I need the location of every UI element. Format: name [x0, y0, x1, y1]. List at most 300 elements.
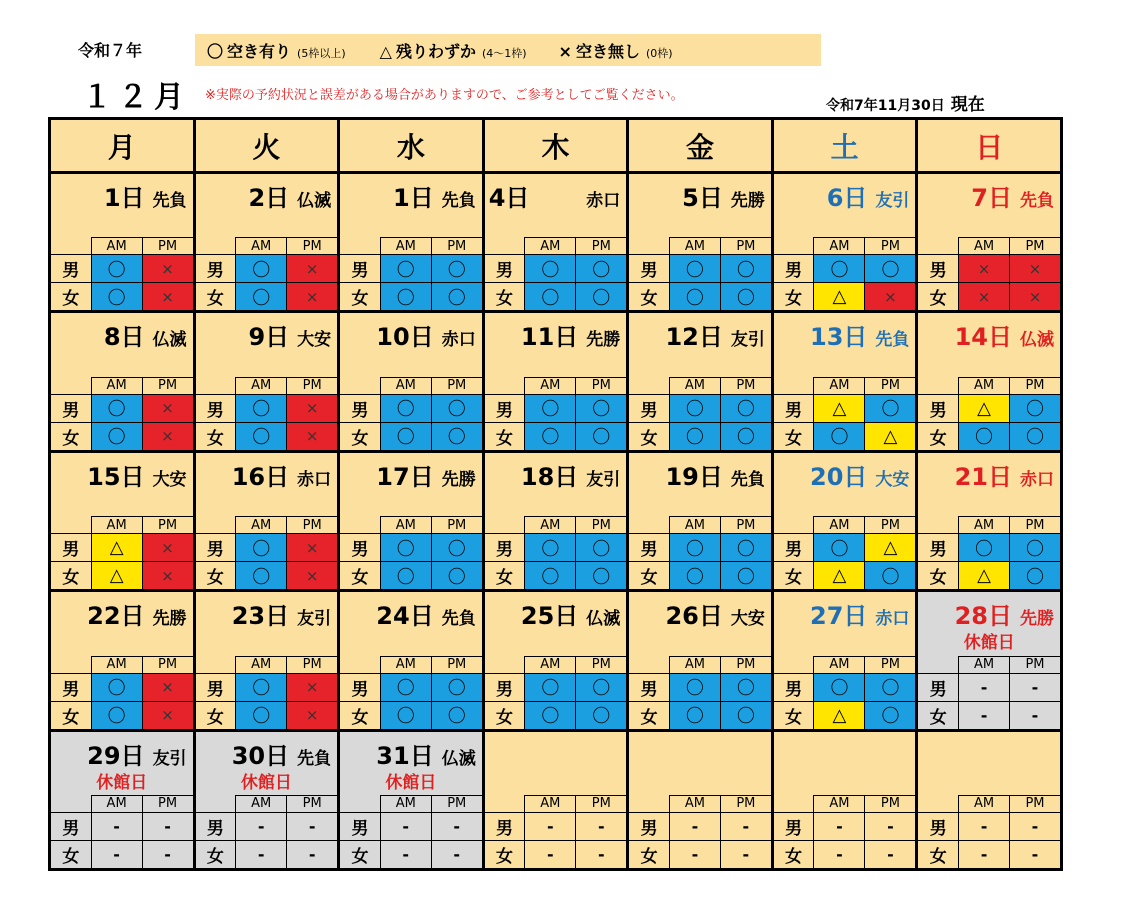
- pm-label: PM: [720, 795, 771, 812]
- am-label: AM: [235, 377, 286, 394]
- day-cell-header: [918, 174, 1060, 237]
- male-am-status: 〇: [813, 254, 864, 282]
- slot-grid: [51, 377, 193, 450]
- pm-label: PM: [1009, 516, 1060, 533]
- female-pm-status: ×: [286, 701, 337, 729]
- rokuyo-label: 先負: [441, 191, 476, 211]
- am-label: AM: [91, 516, 142, 533]
- female-label: 女: [629, 840, 669, 868]
- female-am-status: 〇: [524, 701, 575, 729]
- era-year: 令和７年: [78, 41, 143, 60]
- day-cell: [629, 313, 771, 449]
- day-date: [104, 317, 187, 352]
- pm-label: PM: [575, 795, 626, 812]
- slot-grid: [918, 237, 1060, 310]
- female-label: 女: [629, 561, 669, 589]
- am-label: AM: [669, 377, 720, 394]
- female-label: 女: [774, 561, 814, 589]
- female-label: 女: [196, 422, 236, 450]
- male-label: 男: [629, 394, 669, 422]
- day-cell-header: [485, 313, 627, 376]
- female-label: 女: [340, 282, 380, 310]
- day-date: [232, 596, 331, 631]
- pm-label: PM: [720, 377, 771, 394]
- male-am-status: 〇: [380, 254, 431, 282]
- am-label: AM: [524, 516, 575, 533]
- slot-grid: [774, 516, 916, 589]
- day-date: [971, 178, 1054, 213]
- weekday-header-tue: 火: [196, 120, 338, 171]
- rokuyo-label: 友引: [297, 609, 332, 630]
- slot-corner: [485, 795, 525, 812]
- day-cell-header: [774, 174, 916, 237]
- female-am-status: △: [813, 282, 864, 310]
- female-pm-status: 〇: [1009, 561, 1060, 589]
- female-am-status: 〇: [669, 282, 720, 310]
- day-cell: [340, 592, 482, 728]
- slot-corner: [485, 516, 525, 533]
- slot-corner: [774, 237, 814, 254]
- slot-corner: [485, 656, 525, 673]
- day-number: 21日: [954, 462, 1012, 491]
- male-pm-status: -: [575, 812, 626, 840]
- day-cell: [340, 732, 482, 868]
- female-pm-status: -: [1009, 701, 1060, 729]
- day-cell-header: [196, 313, 338, 376]
- male-label: 男: [918, 394, 958, 422]
- weekday-header-sat: 土: [774, 120, 916, 171]
- day-date: [489, 178, 621, 213]
- male-pm-status: 〇: [575, 533, 626, 561]
- day-date: [232, 457, 331, 492]
- female-am-status: 〇: [524, 561, 575, 589]
- male-pm-status: -: [720, 812, 771, 840]
- male-pm-status: 〇: [431, 673, 482, 701]
- slot-grid: [485, 795, 627, 868]
- slot-grid: [629, 377, 771, 450]
- am-label: AM: [813, 237, 864, 254]
- pm-label: PM: [142, 795, 193, 812]
- female-pm-status: 〇: [575, 561, 626, 589]
- pm-label: PM: [864, 237, 915, 254]
- day-cell: [629, 453, 771, 589]
- female-am-status: 〇: [91, 701, 142, 729]
- slot-corner: [774, 516, 814, 533]
- day-cell-header: [774, 453, 916, 516]
- slot-corner: [485, 377, 525, 394]
- am-label: AM: [380, 656, 431, 673]
- slot-corner: [918, 516, 958, 533]
- female-label: 女: [196, 701, 236, 729]
- female-am-status: -: [91, 840, 142, 868]
- slot-grid: [196, 656, 338, 729]
- am-label: AM: [235, 795, 286, 812]
- male-am-status: 〇: [235, 533, 286, 561]
- male-label: 男: [340, 533, 380, 561]
- day-cell: [196, 592, 338, 728]
- day-date: [810, 317, 909, 352]
- triangle-icon: △: [379, 41, 392, 61]
- day-cell: [485, 592, 627, 728]
- female-am-status: △: [91, 561, 142, 589]
- male-pm-status: 〇: [720, 533, 771, 561]
- male-label: 男: [51, 254, 91, 282]
- male-am-status: 〇: [91, 673, 142, 701]
- day-date: [376, 736, 475, 771]
- day-cell: [485, 732, 627, 868]
- day-number: 13日: [810, 323, 868, 352]
- day-date: [393, 178, 476, 213]
- day-cell: [51, 592, 193, 728]
- closed-day-label: 休館日: [963, 633, 1015, 654]
- am-label: AM: [958, 795, 1009, 812]
- slot-corner: [629, 516, 669, 533]
- male-am-status: -: [813, 812, 864, 840]
- female-label: 女: [340, 840, 380, 868]
- male-pm-status: -: [1009, 673, 1060, 701]
- male-am-status: -: [380, 812, 431, 840]
- female-label: 女: [918, 561, 958, 589]
- male-am-status: 〇: [813, 673, 864, 701]
- day-date: [376, 317, 475, 352]
- rokuyo-label: 先勝: [441, 469, 476, 490]
- slot-grid: [629, 656, 771, 729]
- slot-corner: [629, 795, 669, 812]
- pm-label: PM: [286, 377, 337, 394]
- day-number: 4日: [488, 184, 530, 212]
- slot-grid: [629, 516, 771, 589]
- day-number: 27日: [810, 602, 868, 631]
- slot-corner: [918, 237, 958, 254]
- pm-label: PM: [720, 656, 771, 673]
- cross-icon: ×: [558, 41, 572, 61]
- male-am-status: ×: [958, 254, 1009, 282]
- pm-label: PM: [142, 656, 193, 673]
- male-am-status: 〇: [524, 533, 575, 561]
- am-label: AM: [669, 516, 720, 533]
- day-cell-header: [774, 592, 916, 655]
- female-pm-status: △: [864, 422, 915, 450]
- female-pm-status: -: [142, 840, 193, 868]
- female-pm-status: 〇: [1009, 422, 1060, 450]
- male-label: 男: [485, 394, 525, 422]
- am-label: AM: [91, 377, 142, 394]
- female-label: 女: [774, 422, 814, 450]
- slot-corner: [196, 795, 236, 812]
- male-am-status: △: [813, 394, 864, 422]
- slot-corner: [629, 237, 669, 254]
- day-cell-header: [629, 592, 771, 655]
- male-am-status: 〇: [669, 533, 720, 561]
- female-pm-status: 〇: [575, 701, 626, 729]
- rokuyo-label: 赤口: [1019, 469, 1054, 490]
- female-am-status: 〇: [235, 701, 286, 729]
- male-am-status: 〇: [235, 673, 286, 701]
- day-cell: [774, 592, 916, 728]
- pm-label: PM: [286, 237, 337, 254]
- male-pm-status: -: [864, 812, 915, 840]
- male-pm-status: △: [864, 533, 915, 561]
- rokuyo-label: 先負: [152, 191, 187, 211]
- day-number: 1日: [103, 184, 145, 212]
- male-pm-status: 〇: [1009, 533, 1060, 561]
- female-label: 女: [629, 422, 669, 450]
- slot-corner: [918, 795, 958, 812]
- day-cell: [196, 174, 338, 310]
- day-cell: [629, 592, 771, 728]
- day-date: [87, 736, 186, 771]
- am-label: AM: [669, 237, 720, 254]
- female-label: 女: [485, 701, 525, 729]
- female-am-status: -: [669, 840, 720, 868]
- day-date: [955, 596, 1054, 631]
- slot-grid: [629, 795, 771, 868]
- male-label: 男: [918, 533, 958, 561]
- day-cell: [918, 453, 1060, 589]
- female-pm-status: 〇: [864, 561, 915, 589]
- day-cell-header: [918, 732, 1060, 795]
- legend-note: (5枠以上): [297, 46, 346, 60]
- female-label: 女: [340, 701, 380, 729]
- slot-grid: [918, 656, 1060, 729]
- slot-corner: [51, 377, 91, 394]
- rokuyo-label: 大安: [152, 469, 187, 490]
- rokuyo-label: 赤口: [441, 330, 476, 351]
- am-label: AM: [235, 656, 286, 673]
- pm-label: PM: [720, 516, 771, 533]
- male-pm-status: ×: [286, 673, 337, 701]
- slot-grid: [340, 795, 482, 868]
- day-cell: [196, 453, 338, 589]
- day-cell-header: [485, 592, 627, 655]
- rokuyo-label: 先負: [730, 469, 765, 490]
- day-number: 12日: [665, 323, 723, 352]
- day-cell-header: [774, 313, 916, 376]
- pm-label: PM: [1009, 795, 1060, 812]
- female-pm-status: ×: [142, 282, 193, 310]
- male-label: 男: [485, 254, 525, 282]
- male-am-status: -: [958, 812, 1009, 840]
- legend-label: 空き無し: [575, 41, 640, 61]
- slot-grid: [485, 516, 627, 589]
- male-am-status: 〇: [235, 394, 286, 422]
- rokuyo-label: 先勝: [586, 330, 621, 351]
- female-pm-status: 〇: [720, 701, 771, 729]
- day-cell: [340, 313, 482, 449]
- pm-label: PM: [431, 656, 482, 673]
- male-am-status: -: [958, 673, 1009, 701]
- day-cell: [340, 174, 482, 310]
- male-am-status: 〇: [235, 254, 286, 282]
- female-am-status: 〇: [524, 422, 575, 450]
- slot-corner: [51, 516, 91, 533]
- day-date: [665, 596, 764, 631]
- slot-corner: [196, 656, 236, 673]
- female-pm-status: 〇: [431, 422, 482, 450]
- male-pm-status: ×: [286, 394, 337, 422]
- female-am-status: △: [813, 701, 864, 729]
- day-cell-header: [340, 313, 482, 376]
- male-label: 男: [485, 533, 525, 561]
- legend-available: [207, 39, 346, 62]
- male-pm-status: 〇: [575, 394, 626, 422]
- female-am-status: 〇: [380, 561, 431, 589]
- male-am-status: -: [524, 812, 575, 840]
- slot-corner: [340, 516, 380, 533]
- slot-grid: [918, 795, 1060, 868]
- day-number: 22日: [87, 602, 145, 631]
- female-pm-status: 〇: [720, 561, 771, 589]
- day-cell-header: [196, 732, 338, 795]
- am-label: AM: [958, 237, 1009, 254]
- female-label: 女: [340, 561, 380, 589]
- female-am-status: 〇: [235, 282, 286, 310]
- legend-note: (4～1枠): [481, 46, 527, 60]
- slot-grid: [774, 377, 916, 450]
- slot-grid: [196, 237, 338, 310]
- female-label: 女: [918, 282, 958, 310]
- male-pm-status: ×: [142, 673, 193, 701]
- female-label: 女: [196, 840, 236, 868]
- female-am-status: -: [380, 840, 431, 868]
- day-cell-header: [485, 453, 627, 516]
- female-am-status: 〇: [235, 561, 286, 589]
- day-cell-header: [340, 732, 482, 795]
- male-am-status: -: [91, 812, 142, 840]
- female-am-status: 〇: [813, 422, 864, 450]
- day-date: [521, 457, 620, 492]
- day-cell-header: [51, 313, 193, 376]
- weekday-header-thu: 木: [485, 120, 627, 171]
- male-label: 男: [340, 673, 380, 701]
- male-label: 男: [629, 812, 669, 840]
- day-cell: [774, 313, 916, 449]
- female-pm-status: -: [286, 840, 337, 868]
- female-pm-status: -: [1009, 840, 1060, 868]
- female-am-status: △: [813, 561, 864, 589]
- male-pm-status: ×: [142, 394, 193, 422]
- closed-day-label: 休館日: [240, 772, 292, 793]
- pm-label: PM: [864, 516, 915, 533]
- male-pm-status: ×: [286, 533, 337, 561]
- male-pm-status: 〇: [720, 673, 771, 701]
- slot-grid: [485, 656, 627, 729]
- day-cell-header: [340, 174, 482, 237]
- female-am-status: 〇: [380, 282, 431, 310]
- slot-corner: [196, 237, 236, 254]
- day-number: 11日: [520, 323, 579, 352]
- rokuyo-label: 赤口: [297, 469, 332, 490]
- female-pm-status: 〇: [720, 422, 771, 450]
- day-number: 25日: [520, 602, 579, 631]
- male-am-status: 〇: [91, 394, 142, 422]
- rokuyo-label: 赤口: [875, 609, 910, 630]
- slot-grid: [51, 516, 193, 589]
- am-label: AM: [380, 795, 431, 812]
- male-pm-status: 〇: [864, 673, 915, 701]
- am-label: AM: [524, 656, 575, 673]
- male-label: 男: [196, 254, 236, 282]
- male-label: 男: [774, 533, 814, 561]
- male-pm-status: ×: [142, 254, 193, 282]
- rokuyo-label: 先負: [441, 609, 476, 630]
- am-label: AM: [91, 656, 142, 673]
- slot-corner: [51, 656, 91, 673]
- slot-grid: [51, 237, 193, 310]
- male-am-status: 〇: [380, 533, 431, 561]
- day-number: 29日: [87, 741, 145, 770]
- male-pm-status: 〇: [720, 394, 771, 422]
- day-cell: [485, 313, 627, 449]
- rokuyo-label: 先負: [297, 748, 332, 769]
- male-label: 男: [918, 812, 958, 840]
- slot-grid: [774, 237, 916, 310]
- female-pm-status: 〇: [864, 701, 915, 729]
- slot-corner: [51, 237, 91, 254]
- pm-label: PM: [575, 377, 626, 394]
- day-number: 30日: [231, 741, 290, 770]
- male-am-status: 〇: [669, 673, 720, 701]
- slot-corner: [196, 516, 236, 533]
- day-cell-header: [918, 453, 1060, 516]
- rokuyo-label: 先勝: [730, 191, 765, 211]
- female-pm-status: -: [720, 840, 771, 868]
- day-date: [521, 317, 620, 352]
- female-pm-status: ×: [142, 701, 193, 729]
- day-cell-header: [340, 453, 482, 516]
- male-am-status: 〇: [813, 533, 864, 561]
- pm-label: PM: [864, 377, 915, 394]
- weekday-header-mon: 月: [51, 120, 193, 171]
- slot-corner: [340, 237, 380, 254]
- male-pm-status: ×: [286, 254, 337, 282]
- female-label: 女: [918, 701, 958, 729]
- accuracy-notice: ※実際の予約状況と誤差がある場合がありますので、ご参考としてご覧ください。: [205, 88, 684, 103]
- day-number: 20日: [810, 462, 868, 491]
- slot-grid: [774, 656, 916, 729]
- male-pm-status: 〇: [431, 394, 482, 422]
- male-label: 男: [340, 394, 380, 422]
- rokuyo-label: 友引: [586, 469, 621, 490]
- female-label: 女: [774, 282, 814, 310]
- day-number: 15日: [87, 462, 145, 491]
- slot-grid: [629, 237, 771, 310]
- day-cell-header: [340, 592, 482, 655]
- female-label: 女: [51, 422, 91, 450]
- male-am-status: -: [669, 812, 720, 840]
- female-am-status: ×: [958, 282, 1009, 310]
- male-pm-status: 〇: [575, 673, 626, 701]
- male-am-status: 〇: [524, 254, 575, 282]
- day-cell: [918, 592, 1060, 728]
- pm-label: PM: [286, 516, 337, 533]
- day-cell: [51, 174, 193, 310]
- male-am-status: 〇: [669, 254, 720, 282]
- day-number: 26日: [665, 602, 723, 631]
- day-number: 31日: [376, 741, 434, 770]
- female-pm-status: -: [431, 840, 482, 868]
- am-label: AM: [813, 377, 864, 394]
- slot-corner: [340, 656, 380, 673]
- male-pm-status: -: [1009, 812, 1060, 840]
- day-date: [521, 596, 620, 631]
- am-label: AM: [669, 795, 720, 812]
- female-pm-status: ×: [142, 561, 193, 589]
- male-am-status: 〇: [958, 533, 1009, 561]
- slot-grid: [340, 377, 482, 450]
- day-cell: [918, 174, 1060, 310]
- female-am-status: △: [958, 561, 1009, 589]
